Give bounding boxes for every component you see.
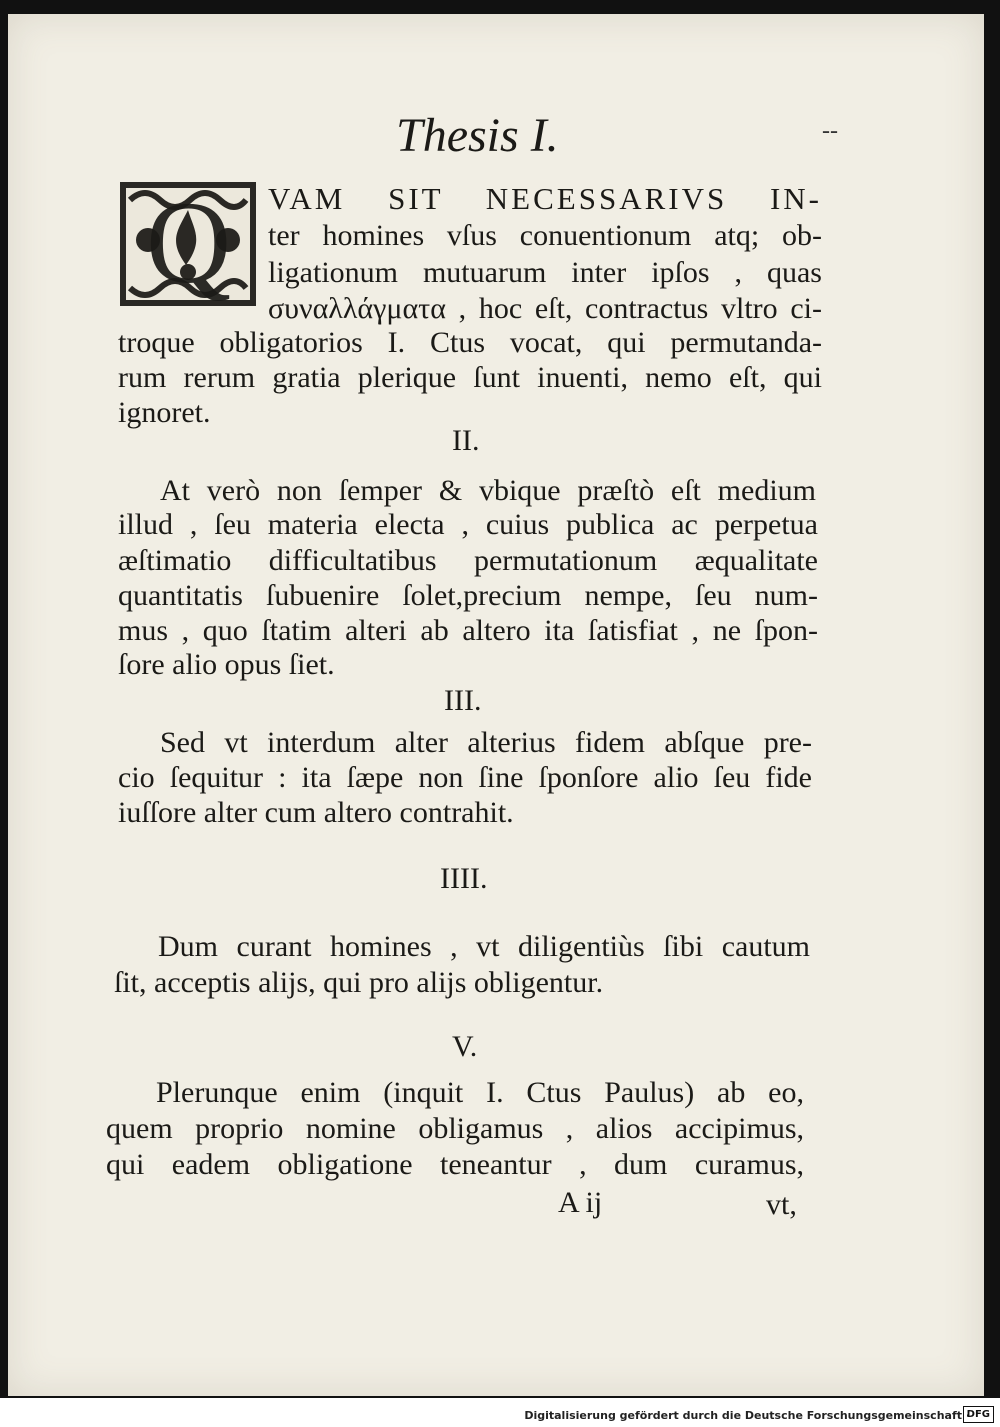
dfg-logo: DFG [963,1406,994,1423]
text-line: ſit, acceptis alijs, qui pro alijs obligentur. [114,966,604,999]
text-line: συναλλάγματα , hoc eſt, contractus vltro ci- [268,292,822,325]
text-line: ſore alio opus ſiet. [118,648,335,681]
text-line: illud , ſeu materia electa , cuius publica ac perpetua [118,508,818,541]
text-line: Plerunque enim (inquit I. Ctus Paulus) ab eo, [156,1076,804,1109]
text-line: VAM SIT NECESSARIVS IN- [268,181,822,216]
section-numeral: V. [452,1030,478,1063]
text-line: æſtimatio difficultatibus permutationum æqualitate [118,544,818,577]
section-numeral: II. [452,424,480,457]
signature-mark: A ij [558,1186,603,1219]
section-numeral: IIII. [440,862,488,895]
catchword: vt, [766,1188,797,1221]
text-line: iuſſore alter cum altero contrahit. [118,796,514,829]
footer-credit: Digitalisierung gefördert durch die Deutsche Forschungsgemeinschaft · [524,1409,970,1422]
initial-letter: Q [146,177,232,308]
text-line: At verò non ſemper & vbique præſtò eſt medium [160,474,816,507]
text-line: troque obligatorios I. Ctus vocat, qui permutanda- [118,326,822,359]
text-line: mus , quo ſtatim alteri ab altero ita ſatisfiat , ne ſpon- [118,614,818,647]
text-line: quantitatis ſubuenire ſolet,precium nempe, ſeu num- [118,579,818,612]
text-line: Dum curant homines , vt diligentiùs ſibi cautum [158,930,810,963]
text-line: rum rerum gratia plerique ſunt inuenti, nemo eſt, qui [118,361,822,394]
edge-mark: -- [822,118,838,144]
text-line: quem proprio nomine obligamus , alios accipimus, [106,1112,804,1145]
section-numeral: III. [444,684,482,717]
text-line: ignoret. [118,396,211,429]
decorated-initial-q [118,177,258,308]
text-line: ligationum mutuarum inter ipſos , quas [268,256,822,289]
text-line: qui eadem obligatione teneantur , dum curamus, [106,1148,804,1181]
text-line: cio ſequitur : ita ſæpe non ſine ſponſore alio ſeu fide [118,761,812,794]
thesis-heading: Thesis I. [396,109,559,162]
text-line: ter homines vſus conuentionum atq; ob- [268,219,822,252]
text-line: Sed vt interdum alter alterius fidem abſque pre- [160,726,812,759]
